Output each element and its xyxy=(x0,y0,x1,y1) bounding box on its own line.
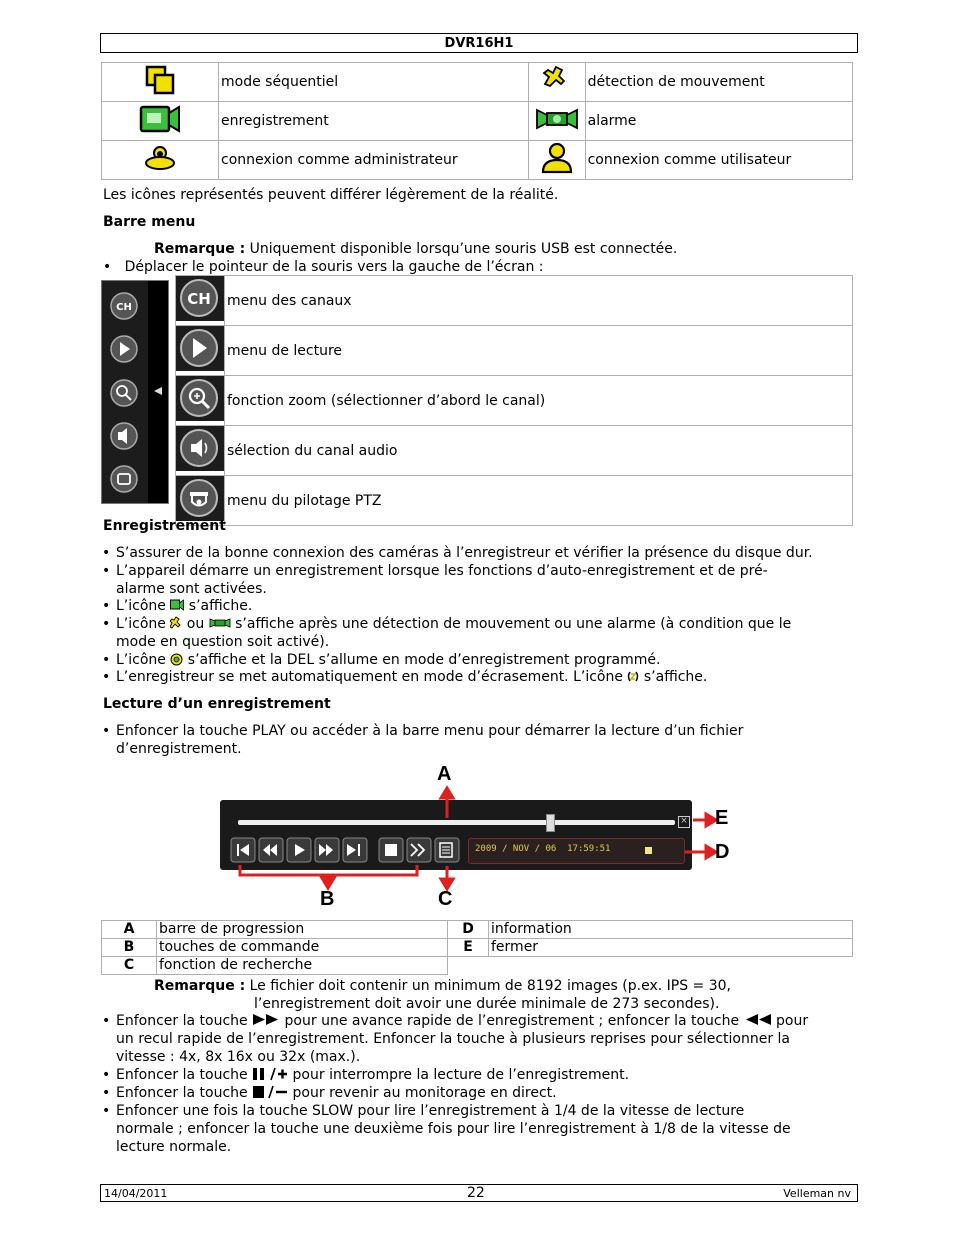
table-row xyxy=(176,426,853,476)
sidebar-menu-screenshot xyxy=(101,280,169,504)
list-item-text: Enfoncer la touche xyxy=(116,1085,253,1101)
remark-label: Remarque : xyxy=(154,978,246,994)
list-item xyxy=(116,544,813,562)
list-item xyxy=(116,562,768,598)
list-item-text: Enfoncer une fois la touche SLOW pour lire l’enregistrement à 1/4 de la vitesse de lecture xyxy=(116,1103,745,1119)
svg-text:CH: CH xyxy=(187,290,211,308)
table-row xyxy=(102,921,853,939)
list-item-text: s’affiche après une détection de mouvement ou une alarme (à condition que le xyxy=(230,616,792,632)
pause-plus-icon xyxy=(252,1067,288,1081)
document-header xyxy=(100,33,858,53)
list-item xyxy=(116,597,252,615)
icon-label: alarme xyxy=(585,102,852,141)
alarm-icon xyxy=(209,617,231,629)
list-item-text: mode en question soit activé). xyxy=(116,634,330,650)
list-item-text: pour xyxy=(771,1013,809,1029)
remark-text: Uniquement disponible lorsqu’une souris USB est connectée. xyxy=(245,241,678,257)
alarm-icon xyxy=(528,102,585,141)
list-item-text: d’enregistrement. xyxy=(116,741,242,757)
rewind-icon xyxy=(744,1013,772,1026)
table-row xyxy=(102,957,853,975)
legend-key: E xyxy=(448,939,489,957)
callout-a: A xyxy=(437,763,452,785)
table-row xyxy=(102,141,853,180)
menu-item-label: fonction zoom (sélectionner d’abord le canal) xyxy=(225,376,853,426)
table-row xyxy=(176,376,853,426)
callout-arrows xyxy=(230,760,750,920)
legend-text: fermer xyxy=(489,939,853,957)
section-heading: Barre menu xyxy=(103,214,196,230)
recording-icon xyxy=(170,599,184,611)
document-footer xyxy=(100,1184,858,1202)
zoom-icon xyxy=(176,376,225,426)
admin-login-icon xyxy=(102,141,219,180)
overwrite-icon xyxy=(627,670,639,683)
playback-time: 2009 / NOV / 06 17:59:51 xyxy=(475,844,611,854)
list-item-text: lecture normale. xyxy=(116,1139,232,1155)
section-heading: Enregistrement xyxy=(103,518,226,534)
list-item-text: S’assurer de la bonne connexion des caméras à l’enregistreur et vérifier la présence du disque dur. xyxy=(116,545,813,561)
table-row xyxy=(102,102,853,141)
fast-forward-icon xyxy=(252,1013,280,1026)
legend-text: barre de progression xyxy=(157,921,448,939)
page-number: 22 xyxy=(467,1185,485,1201)
list-item-text: pour revenir au monitorage en direct. xyxy=(288,1085,557,1101)
icon-label: enregistrement xyxy=(219,102,529,141)
remark-text: Le fichier doit contenir un minimum de 8192 images (p.ex. IPS = 30, xyxy=(245,978,731,994)
legend-key: B xyxy=(102,939,157,957)
legend-key: C xyxy=(102,957,157,975)
table-row xyxy=(176,326,853,376)
remark xyxy=(154,977,731,995)
icon-legend-table xyxy=(101,62,853,180)
motion-detection-icon xyxy=(170,616,182,630)
menu-item-label: menu du pilotage PTZ xyxy=(225,476,853,526)
legend-text: information xyxy=(489,921,853,939)
icons-note: Les icônes représentés peuvent différer légèrement de la réalité. xyxy=(103,187,559,203)
list-item xyxy=(116,722,743,758)
sequential-mode-icon xyxy=(102,63,219,102)
list-item-text: s’affiche. xyxy=(184,598,253,614)
menu-item-label: menu de lecture xyxy=(225,326,853,376)
svg-text:CH: CH xyxy=(116,302,132,313)
callout-e: E xyxy=(715,807,729,829)
document-title: DVR16H1 xyxy=(444,36,514,51)
icon-label: détection de mouvement xyxy=(585,63,852,102)
footer-company: Velleman nv xyxy=(783,1187,851,1200)
menu-bar-table xyxy=(175,275,853,526)
list-item-text: s’affiche. xyxy=(639,669,708,685)
table-row xyxy=(102,939,853,957)
list-item-text: Enfoncer la touche PLAY ou accéder à la barre menu pour démarrer la lecture d’un fichier xyxy=(116,723,744,739)
callout-b: B xyxy=(320,888,335,910)
list-item-text: vitesse : 4x, 8x 16x ou 32x (max.). xyxy=(116,1049,361,1065)
legend-key: A xyxy=(102,921,157,939)
menu-item-label: menu des canaux xyxy=(225,276,853,326)
list-item xyxy=(116,1012,808,1066)
legend-key: D xyxy=(448,921,489,939)
list-item-text: pour interrompre la lecture de l’enregistrement. xyxy=(288,1067,630,1083)
list-item xyxy=(116,651,660,669)
list-item-text: s’affiche et la DEL s’allume en mode d’enregistrement programmé. xyxy=(183,652,661,668)
list-item xyxy=(116,1066,629,1084)
audio-icon xyxy=(176,426,225,476)
table-row xyxy=(176,276,853,326)
list-item-text: Enfoncer la touche xyxy=(116,1067,253,1083)
user-login-icon xyxy=(528,141,585,180)
list-item-text: alarme sont activées. xyxy=(116,581,267,597)
list-item-text: L’icône xyxy=(116,652,171,668)
list-item-text: un recul rapide de l’enregistrement. Enfoncer la touche à plusieurs reprises pour sélectionner la xyxy=(116,1031,790,1047)
list-item xyxy=(116,615,791,651)
list-item-text: L’enregistreur se met automatiquement en mode d’écrasement. L’icône xyxy=(116,669,628,685)
legend-text: fonction de recherche xyxy=(157,957,448,975)
icon-label: mode séquentiel xyxy=(219,63,529,102)
motion-detection-icon xyxy=(528,63,585,102)
list-item xyxy=(116,1084,557,1102)
table-row xyxy=(102,63,853,102)
list-item-text: normale ; enfoncer la touche une deuxième fois pour lire l’enregistrement à 1/8 de la vitesse de xyxy=(116,1121,791,1137)
list-item-text: Déplacer le pointeur de la souris vers la gauche de l’écran : xyxy=(124,259,544,275)
footer-date: 14/04/2011 xyxy=(104,1187,168,1200)
remark-label: Remarque : xyxy=(154,241,246,257)
icon-label: connexion comme utilisateur xyxy=(585,141,852,180)
callout-c: C xyxy=(438,888,453,910)
list-item-text: ou xyxy=(182,616,209,632)
close-icon[interactable]: × xyxy=(678,816,690,828)
remark xyxy=(154,240,677,258)
list-item xyxy=(116,1102,791,1156)
list-item-text: L’icône xyxy=(116,616,171,632)
list-item-text: L’icône xyxy=(116,598,171,614)
section-heading: Lecture d’un enregistrement xyxy=(103,696,331,712)
icon-label: connexion comme administrateur xyxy=(219,141,529,180)
callout-d: D xyxy=(715,841,730,863)
list-item-text: L’appareil démarre un enregistrement lorsque les fonctions d’auto-enregistrement et de pré- xyxy=(116,563,768,579)
legend-text: touches de commande xyxy=(157,939,448,957)
channel-menu-icon xyxy=(176,276,225,326)
stop-minus-icon xyxy=(252,1085,288,1099)
recording-icon xyxy=(102,102,219,141)
list-item-text: pour une avance rapide de l’enregistrement ; enfoncer la touche xyxy=(280,1013,744,1029)
table-row xyxy=(176,476,853,526)
list-item: • Déplacer le pointeur de la souris vers la gauche de l’écran : xyxy=(103,259,544,275)
player-legend-table xyxy=(101,920,853,975)
remark-text: l’enregistrement doit avoir une durée minimale de 273 secondes). xyxy=(254,996,720,1012)
menu-item-label: sélection du canal audio xyxy=(225,426,853,476)
list-item-text: Enfoncer la touche xyxy=(116,1013,253,1029)
list-item xyxy=(116,668,707,686)
schedule-icon xyxy=(170,653,183,666)
play-menu-icon xyxy=(176,326,225,376)
